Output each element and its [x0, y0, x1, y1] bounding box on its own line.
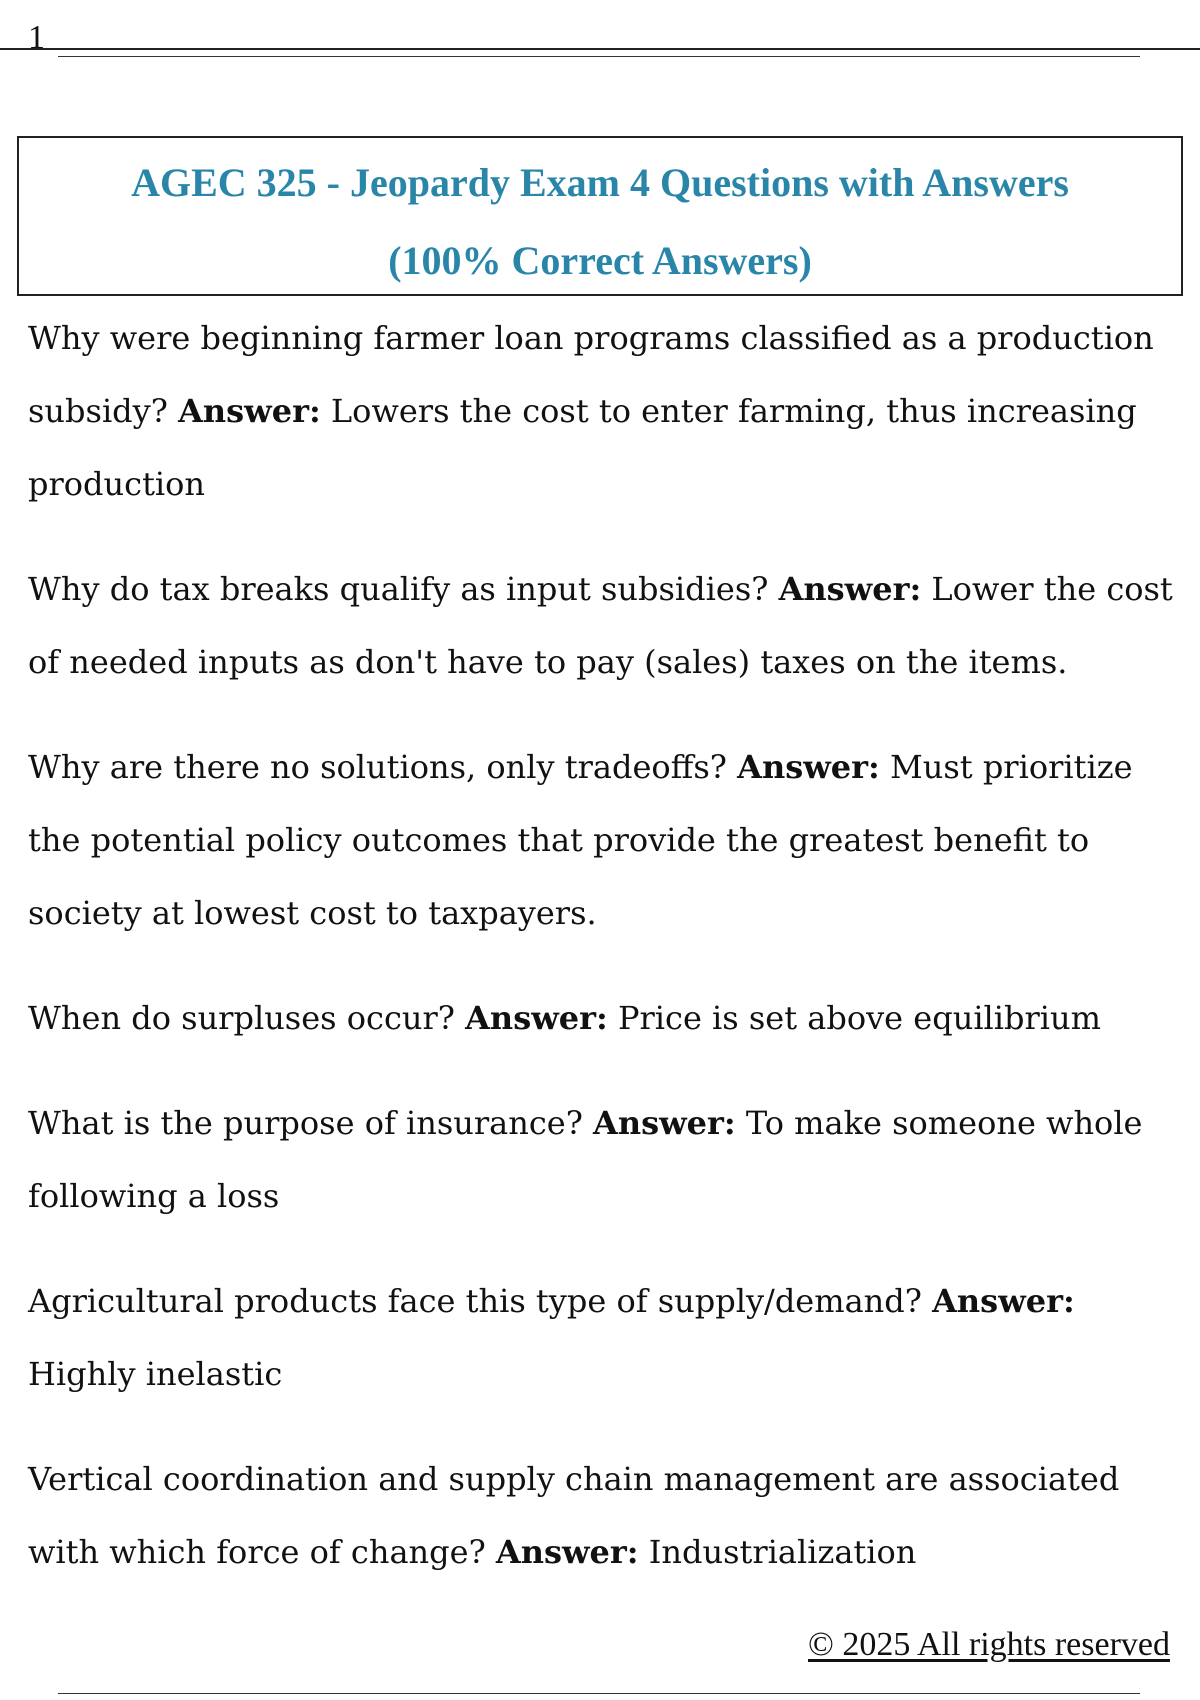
header-rule [0, 48, 1200, 50]
answer-text: Must prioritize the potential policy outcomes that provide the greatest benefit to society at lowest cost to taxpayers. [28, 748, 1133, 932]
page-number: 1 [28, 19, 45, 56]
question-text: Why are there no solutions, only tradeoffs? [28, 748, 738, 786]
copyright-notice: © 2025 All rights reserved [808, 1626, 1170, 1663]
document-subtitle: (100% Correct Answers) [388, 238, 812, 283]
answer-label: Answer: [737, 748, 880, 786]
qa-item [28, 731, 1178, 950]
answer-label: Answer: [593, 1104, 736, 1142]
answer-text: Industrialization [638, 1533, 917, 1571]
qa-item [28, 302, 1178, 521]
qa-item [28, 982, 1178, 1055]
question-text: Why were beginning farmer loan programs classified as a production subsidy? [28, 319, 1154, 430]
question-text: Vertical coordination and supply chain management are associated with which force of change? [28, 1460, 1120, 1571]
qa-item [28, 1265, 1178, 1411]
question-text: When do surpluses occur? [28, 999, 466, 1037]
title-box [17, 136, 1183, 296]
footer-rule [58, 1693, 1140, 1694]
answer-text: To make someone whole following a loss [28, 1104, 1143, 1215]
answer-label: Answer: [495, 1533, 639, 1571]
document-title: AGEC 325 - Jeopardy Exam 4 Questions with Answers [131, 160, 1069, 205]
question-text: What is the purpose of insurance? [28, 1104, 594, 1142]
question-text: Agricultural products face this type of supply/demand? [28, 1282, 933, 1320]
answer-text: Lower the cost of needed inputs as don't have to pay (sales) taxes on the items. [28, 570, 1173, 681]
qa-item [28, 1087, 1178, 1233]
answer-text: Lowers the cost to enter farming, thus increasing production [28, 392, 1137, 503]
answer-label: Answer: [465, 999, 608, 1037]
answer-label: Answer: [778, 570, 922, 608]
question-text: Why do tax breaks qualify as input subsidies? [28, 570, 779, 608]
qa-item [28, 1443, 1178, 1589]
answer-label: Answer: [178, 392, 321, 430]
qa-list [28, 302, 1178, 1621]
answer-label: Answer: [932, 1282, 1075, 1320]
header-rule-secondary [58, 56, 1140, 57]
qa-item [28, 553, 1178, 699]
answer-text: Highly inelastic [28, 1355, 283, 1393]
answer-text: Price is set above equilibrium [607, 999, 1101, 1037]
